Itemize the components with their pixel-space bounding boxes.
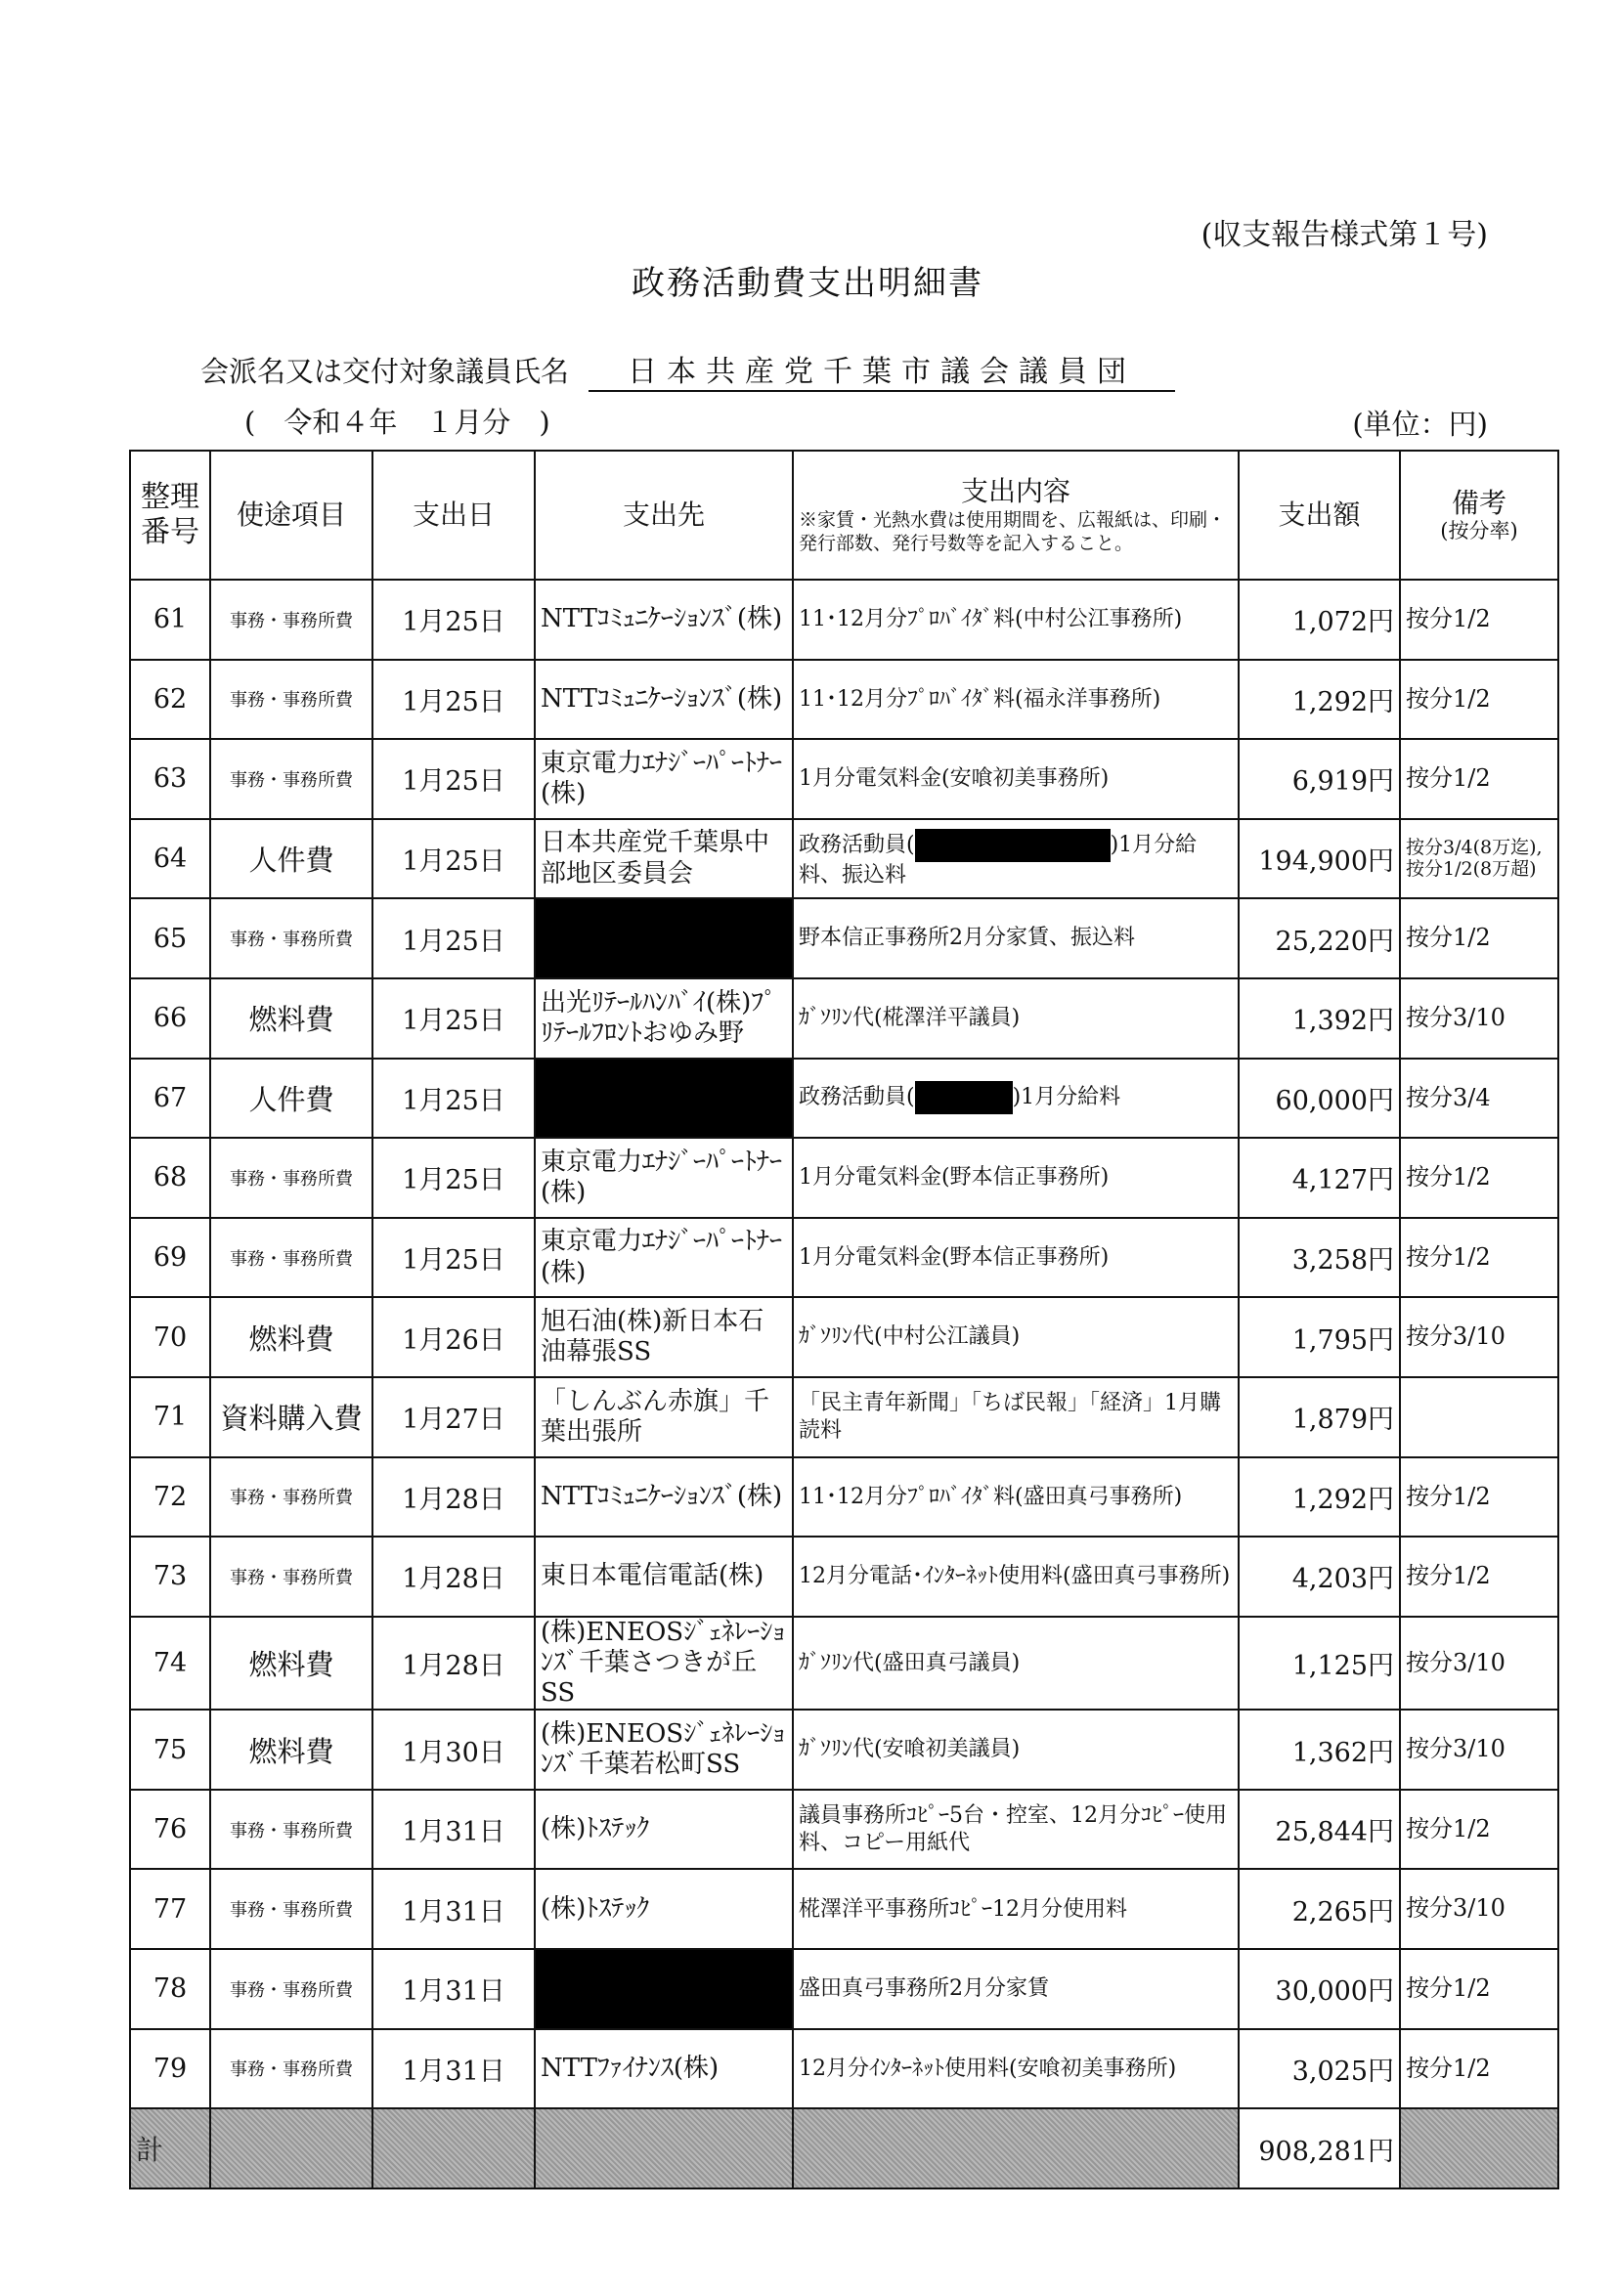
row-note: 按分3/4 — [1400, 1059, 1558, 1139]
total-shade-note — [1400, 2108, 1558, 2188]
row-date: 1月31日 — [372, 2029, 535, 2109]
row-use: 事務・事務所費 — [210, 1869, 372, 1949]
row-amount: 1,392円 — [1239, 978, 1400, 1059]
table-header-row — [130, 451, 1558, 580]
row-content-post: )1月分給料、振込料 — [799, 832, 1198, 888]
row-amount: 194,900円 — [1239, 819, 1400, 899]
row-payee: 日本共産党千葉県中部地区委員会 — [535, 819, 793, 899]
row-content-pre: 政務活動員( — [799, 1085, 915, 1110]
row-date: 1月25日 — [372, 1138, 535, 1218]
row-content: 椛澤洋平事務所ｺﾋﾟｰ12月分使用料 — [793, 1869, 1239, 1949]
row-amount: 1,795円 — [1239, 1297, 1400, 1377]
row-payee: 旭石油(株)新日本石油幕張SS — [535, 1297, 793, 1377]
row-date: 1月28日 — [372, 1457, 535, 1538]
row-content: 11･12月分ﾌﾟﾛﾊﾞｲﾀﾞ料(中村公江事務所) — [793, 580, 1239, 660]
row-content: 1月分電気料金(安喰初美事務所) — [793, 739, 1239, 819]
total-amount: 908,281円 — [1239, 2108, 1400, 2188]
row-number: 64 — [130, 819, 210, 899]
row-number: 66 — [130, 978, 210, 1059]
row-note: 按分3/10 — [1400, 1617, 1558, 1711]
total-row — [130, 2108, 1558, 2188]
row-payee: 東京電力ｴﾅｼﾞｰﾊﾟｰﾄﾅｰ(株) — [535, 739, 793, 819]
table-row — [130, 1457, 1558, 1538]
row-use: 事務・事務所費 — [210, 1457, 372, 1538]
row-content: 野本信正事務所2月分家賃、振込料 — [793, 898, 1239, 978]
row-date: 1月30日 — [372, 1710, 535, 1790]
total-shade-date — [372, 2108, 535, 2188]
row-number: 75 — [130, 1710, 210, 1790]
row-use: 資料購入費 — [210, 1377, 372, 1457]
table-row — [130, 1059, 1558, 1139]
row-content: 11･12月分ﾌﾟﾛﾊﾞｲﾀﾞ料(福永洋事務所) — [793, 660, 1239, 740]
row-note: 按分1/2 — [1400, 898, 1558, 978]
row-note: 按分3/10 — [1400, 1297, 1558, 1377]
row-amount: 1,879円 — [1239, 1377, 1400, 1457]
row-payee: NTTｺﾐｭﾆｹｰｼｮﾝｽﾞ(株) — [535, 1457, 793, 1538]
row-date: 1月25日 — [372, 898, 535, 978]
row-use: 燃料費 — [210, 1710, 372, 1790]
table-body — [130, 580, 1558, 2108]
row-note: 按分1/2 — [1400, 1949, 1558, 2029]
row-payee: NTTｺﾐｭﾆｹｰｼｮﾝｽﾞ(株) — [535, 580, 793, 660]
row-payee: (株)ENEOSｼﾞｪﾈﾚｰｼｮﾝｽﾞ千葉若松町SS — [535, 1710, 793, 1790]
row-content: ｶﾞｿﾘﾝ代(安喰初美議員) — [793, 1710, 1239, 1790]
row-date: 1月31日 — [372, 1790, 535, 1870]
row-content — [793, 819, 1239, 899]
row-date: 1月25日 — [372, 739, 535, 819]
form-number: (収支報告様式第１号) — [1200, 218, 1488, 252]
row-note: 按分3/10 — [1400, 1869, 1558, 1949]
row-use: 燃料費 — [210, 978, 372, 1059]
table-row — [130, 1537, 1558, 1617]
party-name: 日本共産党千葉市議会議員団 — [589, 347, 1175, 392]
row-number: 67 — [130, 1059, 210, 1139]
row-content-post: )1月分給料 — [1012, 1085, 1121, 1110]
row-amount: 2,265円 — [1239, 1869, 1400, 1949]
row-date: 1月25日 — [372, 819, 535, 899]
row-payee: (株)ﾄｽﾃｯｸ — [535, 1790, 793, 1870]
table-row — [130, 1949, 1558, 2029]
row-amount: 1,362円 — [1239, 1710, 1400, 1790]
row-content: 11･12月分ﾌﾟﾛﾊﾞｲﾀﾞ料(盛田真弓事務所) — [793, 1457, 1239, 1538]
table-row — [130, 660, 1558, 740]
row-number: 68 — [130, 1138, 210, 1218]
row-use: 事務・事務所費 — [210, 1790, 372, 1870]
table-row — [130, 1710, 1558, 1790]
row-use: 人件費 — [210, 1059, 372, 1139]
row-number: 65 — [130, 898, 210, 978]
row-content: 「民主青年新聞」「ちば民報」「経済」1月購読料 — [793, 1377, 1239, 1457]
row-payee-redacted — [535, 1949, 793, 2029]
row-number: 61 — [130, 580, 210, 660]
row-note: 按分1/2 — [1400, 1790, 1558, 1870]
row-content: ｶﾞｿﾘﾝ代(椛澤洋平議員) — [793, 978, 1239, 1059]
total-label: 計 — [130, 2108, 210, 2188]
row-content: 12月分電話･ｲﾝﾀｰﾈｯﾄ使用料(盛田真弓事務所) — [793, 1537, 1239, 1617]
row-amount: 30,000円 — [1239, 1949, 1400, 2029]
table-row — [130, 1138, 1558, 1218]
row-content: 盛田真弓事務所2月分家賃 — [793, 1949, 1239, 2029]
table-row — [130, 978, 1558, 1059]
table-row — [130, 580, 1558, 660]
redaction-bar — [915, 1081, 1013, 1114]
row-date: 1月25日 — [372, 1059, 535, 1139]
row-payee: (株)ENEOSｼﾞｪﾈﾚｰｼｮﾝｽﾞ千葉さつきが丘SS — [535, 1617, 793, 1711]
currency-unit: (単位：円) — [1352, 408, 1488, 441]
row-number: 78 — [130, 1949, 210, 2029]
row-payee: 東日本電信電話(株) — [535, 1537, 793, 1617]
row-amount: 1,292円 — [1239, 1457, 1400, 1538]
row-payee: NTTｺﾐｭﾆｹｰｼｮﾝｽﾞ(株) — [535, 660, 793, 740]
document-title: 政務活動費支出明細書 — [632, 264, 983, 303]
row-use: 事務・事務所費 — [210, 739, 372, 819]
header-date: 支出日 — [372, 451, 535, 580]
row-use: 事務・事務所費 — [210, 660, 372, 740]
row-amount: 3,025円 — [1239, 2029, 1400, 2109]
row-content — [793, 1059, 1239, 1139]
table-row — [130, 2029, 1558, 2109]
total-shade-payee — [535, 2108, 793, 2188]
row-amount: 3,258円 — [1239, 1218, 1400, 1298]
row-amount: 1,292円 — [1239, 660, 1400, 740]
row-note: 按分1/2 — [1400, 2029, 1558, 2109]
row-date: 1月28日 — [372, 1537, 535, 1617]
row-content: 1月分電気料金(野本信正事務所) — [793, 1218, 1239, 1298]
row-payee: 東京電力ｴﾅｼﾞｰﾊﾟｰﾄﾅｰ(株) — [535, 1218, 793, 1298]
row-number: 70 — [130, 1297, 210, 1377]
row-amount: 4,203円 — [1239, 1537, 1400, 1617]
table-row — [130, 1377, 1558, 1457]
header-content — [793, 451, 1239, 580]
row-date: 1月25日 — [372, 978, 535, 1059]
row-date: 1月28日 — [372, 1617, 535, 1711]
row-date: 1月25日 — [372, 580, 535, 660]
row-date: 1月31日 — [372, 1869, 535, 1949]
row-note: 按分1/2 — [1400, 660, 1558, 740]
header-content-note: ※家賃・光熱水費は使用期間を、広報紙は、印刷・発行部数、発行号数等を記入すること。 — [799, 509, 1227, 554]
table-row — [130, 1297, 1558, 1377]
row-payee-redacted — [535, 898, 793, 978]
row-use: 燃料費 — [210, 1297, 372, 1377]
row-number: 63 — [130, 739, 210, 819]
expenditure-table — [129, 450, 1559, 2189]
row-number: 72 — [130, 1457, 210, 1538]
row-amount: 25,220円 — [1239, 898, 1400, 978]
row-date: 1月25日 — [372, 1218, 535, 1298]
row-use: 事務・事務所費 — [210, 1949, 372, 2029]
row-payee: 東京電力ｴﾅｼﾞｰﾊﾟｰﾄﾅｰ(株) — [535, 1138, 793, 1218]
row-note: 按分1/2 — [1400, 1457, 1558, 1538]
row-amount: 6,919円 — [1239, 739, 1400, 819]
reporting-period: ( 令和４年 １月分 ) — [244, 406, 550, 439]
header-note — [1400, 451, 1558, 580]
party-line — [200, 347, 1175, 392]
row-payee: 「しんぶん赤旗」千葉出張所 — [535, 1377, 793, 1457]
row-content: 12月分ｲﾝﾀｰﾈｯﾄ使用料(安喰初美事務所) — [793, 2029, 1239, 2109]
row-note: 按分1/2 — [1400, 1138, 1558, 1218]
row-note: 按分1/2 — [1400, 1218, 1558, 1298]
row-date: 1月31日 — [372, 1949, 535, 2029]
row-use: 事務・事務所費 — [210, 1138, 372, 1218]
row-content: ｶﾞｿﾘﾝ代(盛田真弓議員) — [793, 1617, 1239, 1711]
row-use: 事務・事務所費 — [210, 1537, 372, 1617]
row-number: 69 — [130, 1218, 210, 1298]
header-amount: 支出額 — [1239, 451, 1400, 580]
row-amount: 4,127円 — [1239, 1138, 1400, 1218]
row-number: 74 — [130, 1617, 210, 1711]
header-payee: 支出先 — [535, 451, 793, 580]
row-amount: 1,072円 — [1239, 580, 1400, 660]
table-row — [130, 1869, 1558, 1949]
row-amount: 60,000円 — [1239, 1059, 1400, 1139]
row-use: 事務・事務所費 — [210, 2029, 372, 2109]
row-content-pre: 政務活動員( — [799, 832, 915, 857]
row-payee: 出光ﾘﾃｰﾙﾊﾝﾊﾞｲ(株)ﾌﾟﾘﾃｰﾙﾌﾛﾝﾄおゆみ野 — [535, 978, 793, 1059]
table-row — [130, 898, 1558, 978]
row-number: 77 — [130, 1869, 210, 1949]
row-use: 人件費 — [210, 819, 372, 899]
table-row — [130, 739, 1558, 819]
party-label: 会派名又は交付対象議員氏名 — [200, 355, 570, 388]
redaction-bar — [915, 829, 1111, 862]
row-use: 事務・事務所費 — [210, 1218, 372, 1298]
row-payee: NTTﾌｧｲﾅﾝｽ(株) — [535, 2029, 793, 2109]
total-shade-use — [210, 2108, 372, 2188]
row-content: 1月分電気料金(野本信正事務所) — [793, 1138, 1239, 1218]
row-date: 1月25日 — [372, 660, 535, 740]
row-date: 1月26日 — [372, 1297, 535, 1377]
header-use: 使途項目 — [210, 451, 372, 580]
table-row — [130, 1617, 1558, 1711]
row-number: 76 — [130, 1790, 210, 1870]
header-content-label: 支出内容 — [960, 475, 1070, 508]
row-note — [1400, 1377, 1558, 1457]
row-note: 按分1/2 — [1400, 580, 1558, 660]
row-number: 73 — [130, 1537, 210, 1617]
header-note-sub: (按分率) — [1440, 519, 1518, 543]
row-content: 議員事務所ｺﾋﾟｰ5台・控室、12月分ｺﾋﾟｰ使用料、コピー用紙代 — [793, 1790, 1239, 1870]
header-note-label: 備考 — [1451, 486, 1506, 519]
row-note: 按分3/10 — [1400, 1710, 1558, 1790]
row-note: 按分3/4(8万迄),按分1/2(8万超) — [1400, 819, 1558, 899]
table-row — [130, 819, 1558, 899]
row-payee: (株)ﾄｽﾃｯｸ — [535, 1869, 793, 1949]
total-shade-content — [793, 2108, 1239, 2188]
row-date: 1月27日 — [372, 1377, 535, 1457]
row-content: ｶﾞｿﾘﾝ代(中村公江議員) — [793, 1297, 1239, 1377]
row-note: 按分3/10 — [1400, 978, 1558, 1059]
row-use: 事務・事務所費 — [210, 898, 372, 978]
row-amount: 25,844円 — [1239, 1790, 1400, 1870]
row-note: 按分1/2 — [1400, 739, 1558, 819]
row-number: 71 — [130, 1377, 210, 1457]
row-number: 62 — [130, 660, 210, 740]
row-number: 79 — [130, 2029, 210, 2109]
row-note: 按分1/2 — [1400, 1537, 1558, 1617]
row-use: 燃料費 — [210, 1617, 372, 1711]
table-row — [130, 1218, 1558, 1298]
row-amount: 1,125円 — [1239, 1617, 1400, 1711]
row-use: 事務・事務所費 — [210, 580, 372, 660]
table-row — [130, 1790, 1558, 1870]
header-no: 整理番号 — [130, 451, 210, 580]
row-payee-redacted — [535, 1059, 793, 1139]
